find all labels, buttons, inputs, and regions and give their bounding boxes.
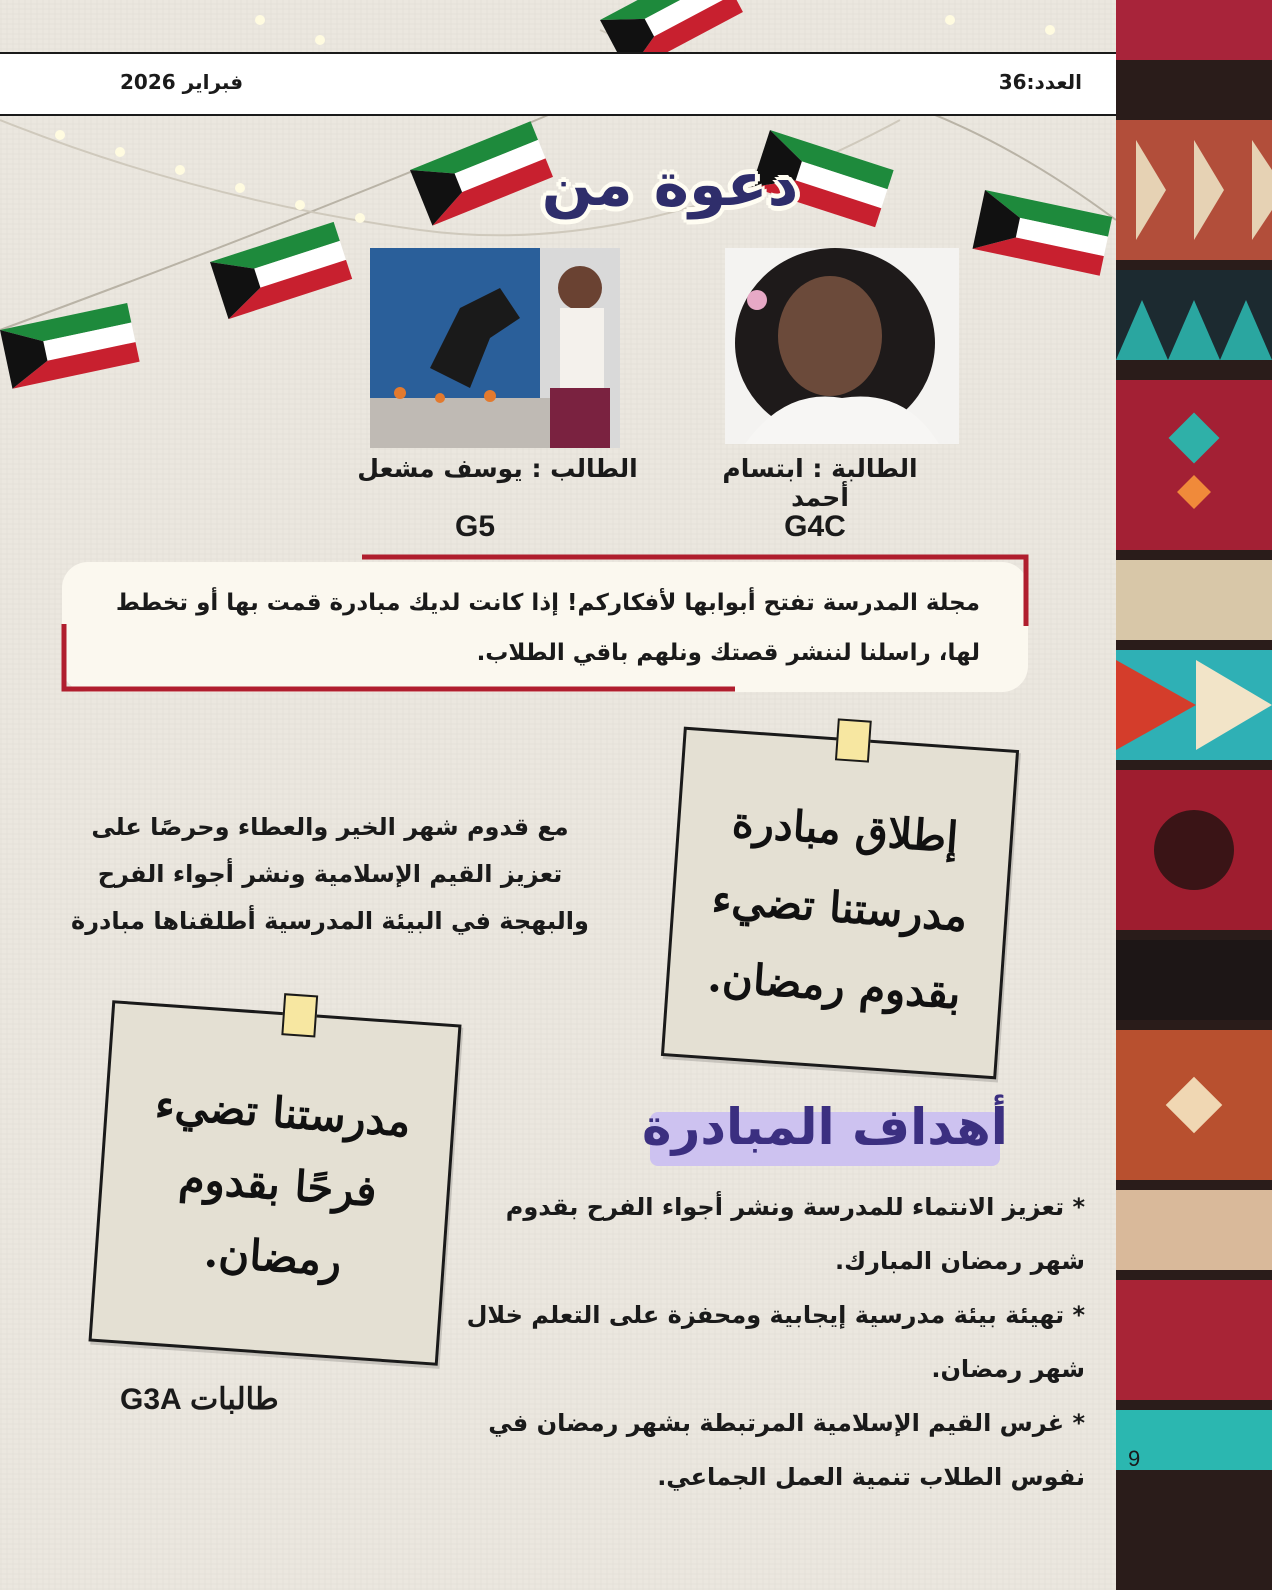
initiation-note-text: إطلاق مبادرة مدرستنا تضيء بقدوم رمضان. bbox=[706, 797, 969, 1019]
tape bbox=[281, 993, 318, 1037]
page-title: دعوة من bbox=[541, 150, 799, 220]
invitation-text: مجلة المدرسة تفتح أبوابها لأفكاركم! إذا كانت لديك مبادرة قمت بها أو تخطط لها، راسلنا لننشر قصتك ونلهم باقي الطلاب. bbox=[115, 590, 980, 666]
side-pattern bbox=[1116, 0, 1272, 1590]
student-grade-yousef: G5 bbox=[454, 510, 496, 543]
goal-item: * تعزيز الانتماء للمدرسة ونشر أجواء الفرح بقدوم شهر رمضان المبارك. bbox=[505, 1193, 1085, 1275]
student-name-ibtisam: الطالبة : ابتسام أحمد bbox=[722, 454, 918, 512]
initiation-note bbox=[661, 727, 1019, 1080]
celebration-note bbox=[88, 1000, 461, 1366]
goal-item: * غرس القيم الإسلامية المرتبطة بشهر رمضان في نفوس الطلاب تنمية العمل الجماعي. bbox=[488, 1409, 1085, 1491]
student-name-yousef: الطالب : يوسف مشعل bbox=[357, 454, 638, 483]
credit-label: طالبات G3A bbox=[120, 1383, 279, 1416]
goals-title: أهداف المبادرة bbox=[642, 1098, 1008, 1156]
celebration-note-text: مدرستنا تضيء فرحًا بقدوم رمضان. bbox=[153, 1079, 413, 1286]
tape bbox=[835, 718, 872, 762]
page-number: 9 bbox=[1128, 1446, 1141, 1471]
intro-paragraph: مع قدوم شهر الخير والعطاء وحرصًا على تعزيز القيم الإسلامية ونشر أجواء الفرح والبهجة في البيئة المدرسية أطلقناها مبادرة bbox=[71, 813, 589, 935]
goal-item: * تهيئة بيئة مدرسية إيجابية ومحفزة على التعلم خلال شهر رمضان. bbox=[466, 1301, 1085, 1383]
issue-number: العدد:36 bbox=[998, 70, 1082, 94]
student-grade-ibtisam: G4C bbox=[784, 510, 846, 543]
issue-date: فبراير 2026 bbox=[120, 70, 244, 94]
goals-list bbox=[460, 1180, 1085, 1504]
